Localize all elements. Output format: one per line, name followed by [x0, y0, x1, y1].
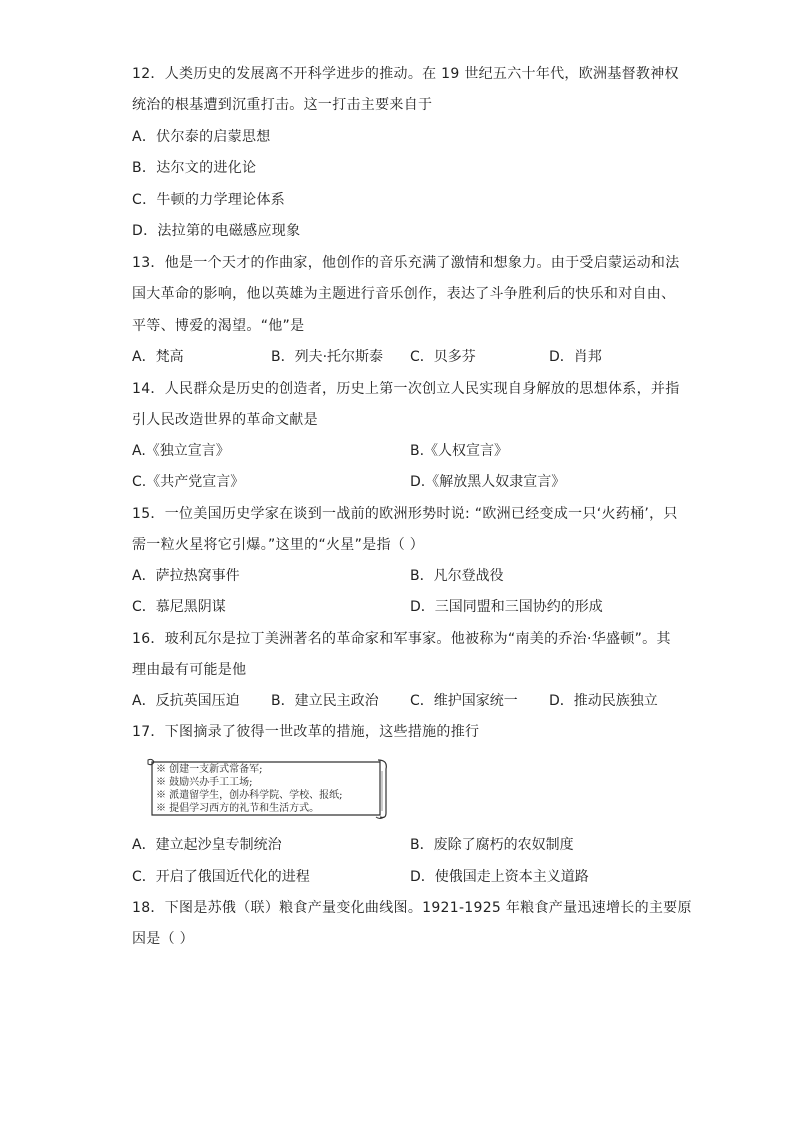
q14-stem-line-2: 引人民改造世界的革命文献是: [132, 412, 318, 428]
q12-option-d: D．法拉第的电磁感应现象: [132, 223, 301, 239]
scroll-line-1: ※ 创建一支新式常备军;: [156, 764, 263, 775]
q12-stem-line-1: 12．人类历史的发展离不开科学进步的推动。在 19 世纪五六十年代，欧洲基督教神权: [132, 66, 679, 82]
q18-stem-line-2: 因是（ ）: [132, 931, 194, 947]
q16-stem-line-2: 理由最有可能是他: [132, 662, 247, 678]
q15-stem-line-1: 15．一位美国历史学家在谈到一战前的欧洲形势时说: “欧洲已经变成一只‘火药桶’，只: [132, 506, 678, 522]
q14-option-b: B.《人权宣言》: [410, 443, 509, 459]
q16-option-c: C．维护国家统一: [410, 693, 518, 709]
scroll-line-4: ※ 提倡学习西方的礼节和生活方式。: [156, 803, 320, 814]
q13-stem-line-2: 国大革命的影响，他以英雄为主题进行音乐创作，表达了斗争胜利后的快乐和对自由、: [132, 286, 676, 302]
q15-option-a: A．萨拉热窝事件: [132, 568, 240, 584]
q14-option-d: D.《解放黑人奴隶宣言》: [410, 474, 566, 490]
q15-stem-line-2: 需一粒火星将它引爆。”这里的“火星”是指（ ）: [132, 537, 425, 553]
q12-stem-line-2: 统治的根基遭到沉重打击。这一打击主要来自于: [132, 97, 433, 113]
q17-option-a: A．建立起沙皇专制统治: [132, 837, 282, 853]
scroll-line-3: ※ 派遣留学生，创办科学院、学校、报纸;: [156, 790, 343, 801]
q15-option-c: C．慕尼黑阴谋: [132, 599, 226, 615]
scroll-text-block: [156, 763, 343, 815]
q17-option-d: D．使俄国走上资本主义道路: [410, 869, 589, 885]
reform-scroll-figure: [144, 757, 390, 821]
q13-option-d: D．肖邦: [549, 349, 602, 365]
q12-option-a: A．伏尔泰的启蒙思想: [132, 129, 271, 145]
q12-option-c: C．牛顿的力学理论体系: [132, 192, 286, 208]
q12-option-b: B．达尔文的进化论: [132, 160, 257, 176]
q13-option-c: C．贝多芬: [410, 349, 476, 365]
q16-option-d: D．推动民族独立: [549, 693, 658, 709]
q16-option-a: A．反抗英国压迫: [132, 693, 240, 709]
q18-stem-line-1: 18．下图是苏俄（联）粮食产量变化曲线图。1921-1925 年粮食产量迅速增长的主要原: [132, 900, 692, 916]
q14-option-a: A.《独立宣言》: [132, 443, 230, 459]
scroll-line-2: ※ 鼓励兴办手工工场;: [156, 777, 253, 788]
q13-option-b: B．列夫·托尔斯泰: [271, 349, 384, 365]
q14-option-c: C.《共产党宣言》: [132, 474, 245, 490]
q13-stem-line-3: 平等、博爱的渴望。“他”是: [132, 318, 305, 334]
q17-option-b: B．废除了腐朽的农奴制度: [410, 837, 574, 853]
q17-stem-line-1: 17．下图摘录了彼得一世改革的措施，这些措施的推行: [132, 724, 480, 740]
q15-option-b: B．凡尔登战役: [410, 568, 504, 584]
q13-stem-line-1: 13．他是一个天才的作曲家，他创作的音乐充满了激情和想象力。由于受启蒙运动和法: [132, 255, 680, 271]
q13-option-a: A．梵高: [132, 349, 184, 365]
q14-stem-line-1: 14．人民群众是历史的创造者，历史上第一次创立人民实现自身解放的思想体系，并指: [132, 381, 680, 397]
q15-option-d: D．三国同盟和三国协约的形成: [410, 599, 603, 615]
q16-option-b: B．建立民主政治: [271, 693, 379, 709]
q16-stem-line-1: 16．玻利瓦尔是拉丁美洲著名的革命家和军事家。他被称为“南美的乔治·华盛顿”。其: [132, 631, 671, 647]
q17-option-c: C．开启了俄国近代化的进程: [132, 869, 310, 885]
